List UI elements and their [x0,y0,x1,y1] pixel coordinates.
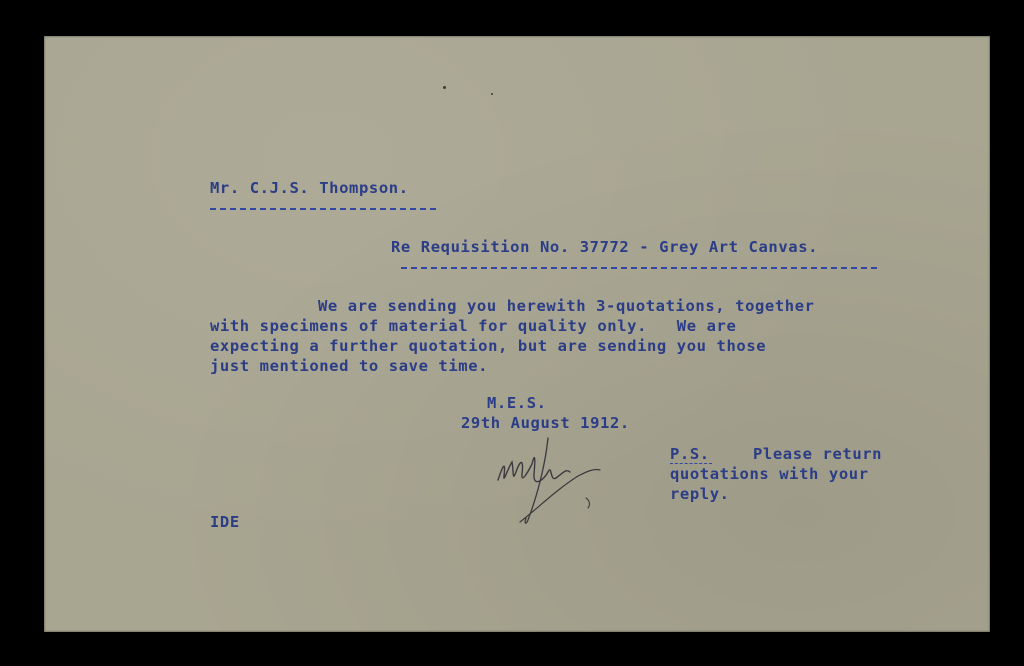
body-line-1: We are sending you herewith 3-quotations, together [318,297,815,315]
ps-line-3: reply. [670,485,730,503]
handwritten-signature [490,428,610,528]
subject-line: Re Requisition No. 37772 - Grey Art Canvas. [391,238,819,256]
body-line-4: just mentioned to save time. [210,357,489,375]
reference-code: IDE [210,513,240,531]
ps-label: P.S. [670,445,710,463]
body-line-3: expecting a further quotation, but are sending you those [210,337,767,355]
ps-line-2: quotations with your [670,465,869,483]
addressee: Mr. C.J.S. Thompson. [210,179,409,197]
subject-underline [401,267,877,269]
paper-speck [443,86,446,89]
paper-speck [491,93,493,95]
body-line-2: with specimens of material for quality only. We are [210,317,737,335]
sender-initials: M.E.S. [487,394,547,412]
addressee-underline [210,208,436,210]
letter-date: 29th August 1912. [461,414,630,432]
ps-line-1: Please return [753,445,883,463]
